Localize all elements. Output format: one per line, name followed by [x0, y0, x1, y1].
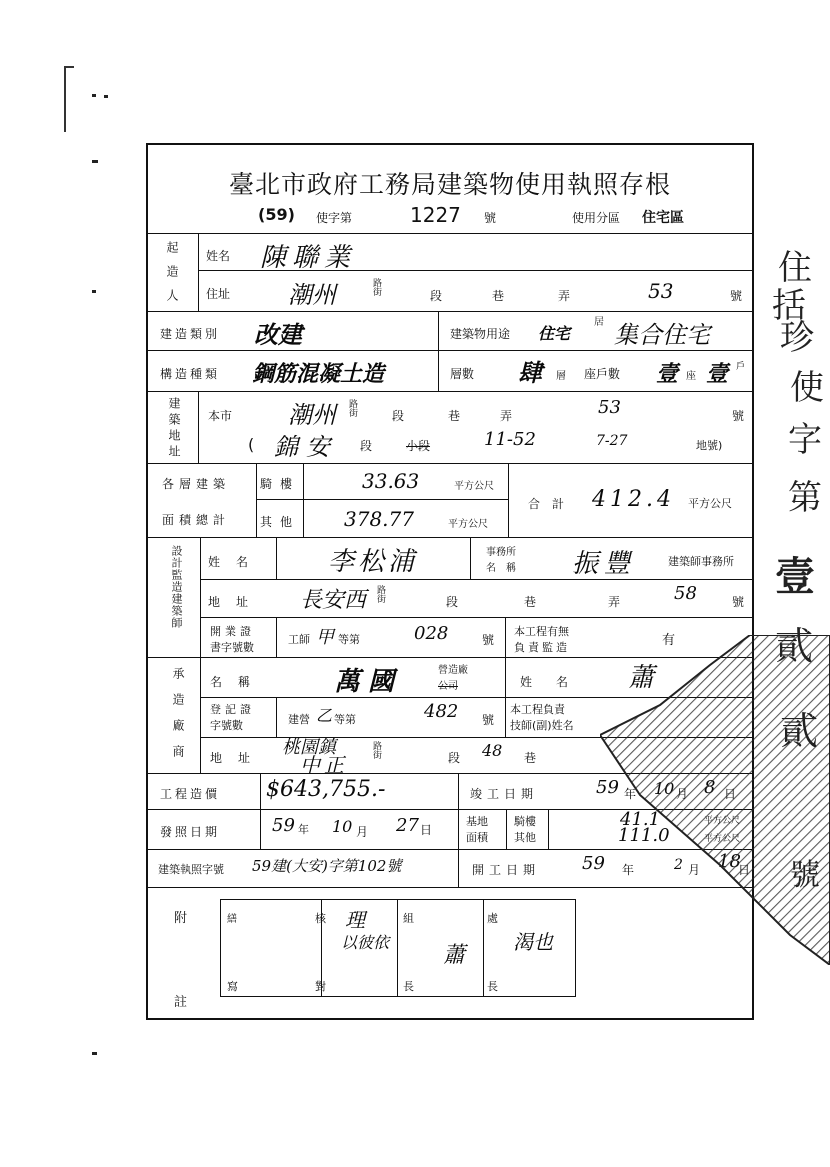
base-arcade-label: 騎樓	[514, 815, 536, 828]
areas-other-label: 其他	[260, 515, 301, 529]
rule	[438, 311, 439, 350]
contractor-address-line2: 中正	[300, 753, 348, 777]
construction-type-label: 建造類別	[160, 327, 221, 341]
applicant-road-label: 路街	[371, 278, 381, 296]
scan-speck	[92, 290, 96, 293]
box-label-copy-top: 繕	[227, 914, 237, 925]
architect-number-word: 號	[732, 595, 745, 609]
building-use-small: 居	[594, 317, 604, 328]
site-number-word: 號	[732, 409, 745, 423]
approval-box	[220, 899, 576, 997]
architect-address-number: 58	[674, 583, 697, 604]
remarks-handwritten-2: 以彼依	[341, 933, 390, 952]
rule	[303, 463, 304, 537]
contractor-type-bottom: 公司	[438, 681, 458, 692]
site-road-label: 路街	[347, 399, 357, 417]
contractor-name-label: 名稱	[210, 675, 267, 689]
site-section-word: 段	[392, 409, 405, 423]
rule	[458, 849, 459, 887]
base-other-value: 111.0	[618, 825, 670, 846]
contractor-person: 蕭	[628, 663, 655, 693]
site-lot-paren: (	[248, 435, 255, 454]
applicant-address-number: 53	[648, 279, 674, 303]
reg-mid: 等第	[334, 713, 356, 726]
remarks-handwritten-1: 理	[345, 908, 365, 932]
applicant-section-word: 段	[430, 289, 443, 303]
areas-label-top: 各層建築	[162, 477, 231, 491]
rule	[548, 809, 549, 849]
permit-number-type: 使字第	[316, 211, 353, 225]
base-label-top: 基地	[466, 815, 488, 828]
responsible-value: 有	[662, 633, 676, 648]
rule	[276, 697, 277, 737]
applicant-address-street: 潮州	[288, 281, 336, 309]
areas-arcade-value: 33.63	[362, 469, 420, 493]
building-use-prefix: 住宅	[538, 324, 571, 343]
box-label-check-top: 核	[315, 912, 326, 925]
rule	[260, 809, 261, 849]
site-lane-word: 弄	[500, 409, 513, 423]
applicant-address-label: 住址	[206, 287, 231, 301]
hatched-stamp	[600, 635, 830, 965]
units-label: 座戶數	[584, 367, 621, 381]
applicant-name: 陳聯業	[260, 243, 357, 273]
permit-number: 1227	[410, 203, 461, 227]
box-label-group-top: 組	[403, 912, 414, 925]
site-lot-subsection: 小段	[406, 439, 431, 453]
responsible-label-top: 本工程有無	[514, 625, 569, 638]
start-month-word: 月	[688, 863, 701, 877]
architect-road-label: 路街	[375, 585, 385, 603]
issue-year: 59	[272, 815, 295, 836]
architect-address-label: 地址	[208, 595, 265, 609]
issue-day-word: 日	[420, 823, 433, 837]
areas-other-value: 378.77	[344, 507, 414, 531]
site-city-label: 本市	[208, 409, 233, 423]
construction-type: 改建	[254, 320, 302, 349]
box-label-check-bottom: 對	[315, 980, 326, 993]
scan-mark-bracket	[64, 66, 74, 132]
rule	[200, 537, 201, 773]
rule	[148, 311, 752, 312]
rule	[148, 463, 752, 464]
responsible-label-bottom: 負責監造	[514, 641, 570, 654]
completion-year: 59	[596, 777, 619, 798]
license-label-bottom: 書字號數	[210, 641, 254, 654]
tech-label-top: 本工程負責	[510, 703, 565, 716]
zone-label: 使用分區	[572, 211, 621, 225]
site-street: 潮州	[288, 401, 336, 429]
side-char: 字	[788, 420, 822, 460]
rule	[256, 463, 257, 537]
issue-month-word: 月	[356, 825, 369, 839]
firm-label-bottom: 名稱	[486, 563, 526, 574]
structure-type: 鋼筋混凝土造	[252, 361, 385, 387]
rule	[148, 391, 752, 392]
reg-label-top: 登記證	[210, 703, 255, 716]
rule	[438, 350, 439, 391]
side-char: 使	[790, 368, 824, 408]
areas-total-value: 412.4	[592, 487, 675, 512]
floors-label: 層數	[450, 367, 475, 381]
rule	[505, 657, 506, 737]
start-month: 2	[674, 857, 683, 873]
site-lot-numbers-2: 7-27	[596, 433, 628, 449]
areas-arcade-unit: 平方公尺	[454, 481, 494, 492]
license-label-top: 開業證	[210, 625, 255, 638]
completion-label: 竣工日期	[470, 787, 539, 801]
rule	[198, 391, 199, 463]
units-value-1: 壹	[656, 361, 679, 387]
remarks-handwritten-4: 渴也	[513, 930, 553, 954]
contractor-section-word: 段	[448, 751, 461, 765]
cost-label: 工程造價	[160, 787, 221, 801]
applicant-alley-word: 巷	[492, 289, 505, 303]
rule	[256, 499, 508, 500]
rule	[458, 773, 459, 809]
rule	[200, 579, 752, 580]
site-lot-section-word: 段	[360, 439, 373, 453]
rule	[200, 617, 752, 618]
permit-number-prefix: (59)	[258, 205, 295, 224]
base-arcade-value: 41.1	[620, 809, 661, 830]
license-number: 028	[414, 623, 449, 644]
side-char: 括	[772, 286, 806, 326]
tech-label-bottom: 技師(副)姓名	[510, 719, 574, 732]
scan-speck	[92, 1052, 97, 1055]
side-char: 第	[788, 478, 822, 518]
contractor-person-label: 姓名	[520, 675, 593, 689]
contractor-address-number: 48	[482, 741, 503, 760]
side-char: 住	[778, 248, 812, 288]
license-mid: 等第	[338, 633, 360, 646]
start-year-word: 年	[622, 863, 635, 877]
floor-word: 層	[556, 371, 566, 382]
site-lot-area: 錦安	[274, 433, 338, 461]
areas-total-label: 合計	[528, 497, 577, 511]
rule	[470, 537, 471, 579]
structure-label: 構造種類	[160, 367, 221, 381]
building-use: 集合住宅	[614, 321, 710, 349]
contractor-alley-word: 巷	[524, 751, 537, 765]
applicant-lane-word: 弄	[558, 289, 571, 303]
remarks-label-top: 附	[174, 911, 188, 926]
license-grade: 甲	[316, 627, 334, 648]
reg-number: 482	[424, 701, 459, 722]
unit-word-2: 戶	[736, 362, 746, 372]
units-value-2: 壹	[706, 361, 729, 387]
box-label-chief-bottom: 長	[487, 980, 498, 993]
contractor-address-line1: 桃園鎮	[282, 737, 336, 758]
rule	[458, 809, 459, 849]
issue-label: 發照日期	[160, 825, 221, 839]
issue-month: 10	[332, 817, 353, 836]
building-use-label: 建築物用途	[450, 327, 511, 341]
contractor-name: 萬國	[334, 667, 403, 697]
contractor-road-label: 路街	[371, 741, 381, 759]
architect-name: 李松浦	[328, 547, 419, 577]
scan-speck	[104, 95, 108, 98]
license-suffix: 號	[482, 633, 495, 647]
firm-suffix: 建築師事務所	[668, 555, 734, 568]
zone-value: 住宅區	[642, 210, 684, 226]
rule	[198, 233, 199, 311]
rule	[148, 233, 752, 234]
architect-alley-word: 巷	[524, 595, 537, 609]
site-alley-word: 巷	[448, 409, 461, 423]
cost-value: $643,755.-	[266, 777, 386, 802]
reg-suffix: 號	[482, 713, 495, 727]
remarks-label-bottom: 註	[174, 995, 188, 1010]
firm-label-top: 事務所	[486, 547, 516, 558]
applicant-number-word: 號	[730, 289, 743, 303]
box-label-chief-top: 處	[487, 912, 498, 925]
applicant-section-label: 起造人	[165, 241, 179, 313]
contractor-type-top: 營造廠	[438, 665, 468, 676]
reg-prefix: 建營	[288, 713, 310, 726]
architect-section-word: 段	[446, 595, 459, 609]
areas-total-unit: 平方公尺	[688, 497, 732, 510]
contractor-section-label: 承造廠商	[171, 667, 185, 771]
side-char: 壹	[775, 553, 815, 600]
firm-name: 振豐	[572, 549, 637, 579]
reg-label-bottom: 字號數	[210, 719, 243, 732]
form-title: 臺北市政府工務局建築物使用執照存根	[228, 170, 671, 199]
site-lot-suffix: 地號)	[696, 439, 723, 452]
site-lot-numbers: 11-52	[484, 429, 536, 450]
areas-arcade-label: 騎樓	[260, 477, 301, 491]
completion-year-word: 年	[624, 787, 637, 801]
rule	[260, 773, 261, 809]
scan-speck	[92, 94, 96, 97]
architect-address-street: 長安西	[300, 588, 367, 613]
rule	[148, 350, 752, 351]
reg-grade: 乙	[316, 706, 333, 725]
issue-year-word: 年	[298, 823, 309, 836]
start-label: 開工日期	[472, 863, 541, 877]
architect-lane-word: 弄	[608, 595, 621, 609]
box-label-group-bottom: 長	[403, 980, 414, 993]
scan-speck	[92, 160, 98, 163]
base-other-label: 其他	[514, 831, 536, 844]
permit-number-suffix: 號	[484, 211, 497, 225]
rule	[276, 617, 277, 657]
contractor-address-label: 地址	[210, 751, 267, 765]
unit-word-1: 座	[686, 371, 696, 382]
floors-value: 肆	[518, 358, 542, 387]
applicant-name-label: 姓名	[206, 249, 231, 263]
box-label-copy-bottom: 寫	[227, 980, 238, 993]
architect-section-label: 設計監造建築師	[170, 545, 183, 629]
rule	[506, 809, 507, 849]
remarks-handwritten-3: 蕭	[443, 943, 466, 968]
rule	[276, 537, 277, 579]
rule	[148, 537, 752, 538]
rule	[397, 900, 398, 996]
architect-name-label: 姓名	[208, 555, 265, 569]
issue-day: 27	[396, 815, 419, 836]
permit-label: 建築執照字號	[158, 863, 224, 876]
areas-other-unit: 平方公尺	[448, 519, 488, 530]
rule	[505, 617, 506, 657]
permit-value: 59建(大安)字第102號	[252, 857, 402, 875]
site-number: 53	[598, 397, 621, 418]
start-year: 59	[582, 853, 605, 874]
areas-label-bottom: 面積總計	[162, 513, 231, 527]
rule	[508, 463, 509, 537]
rule	[483, 900, 484, 996]
license-prefix: 工師	[288, 633, 310, 646]
side-char: 珍	[780, 318, 814, 358]
site-section-label: 建築地址	[167, 397, 181, 461]
base-label-bottom: 面積	[466, 831, 488, 844]
